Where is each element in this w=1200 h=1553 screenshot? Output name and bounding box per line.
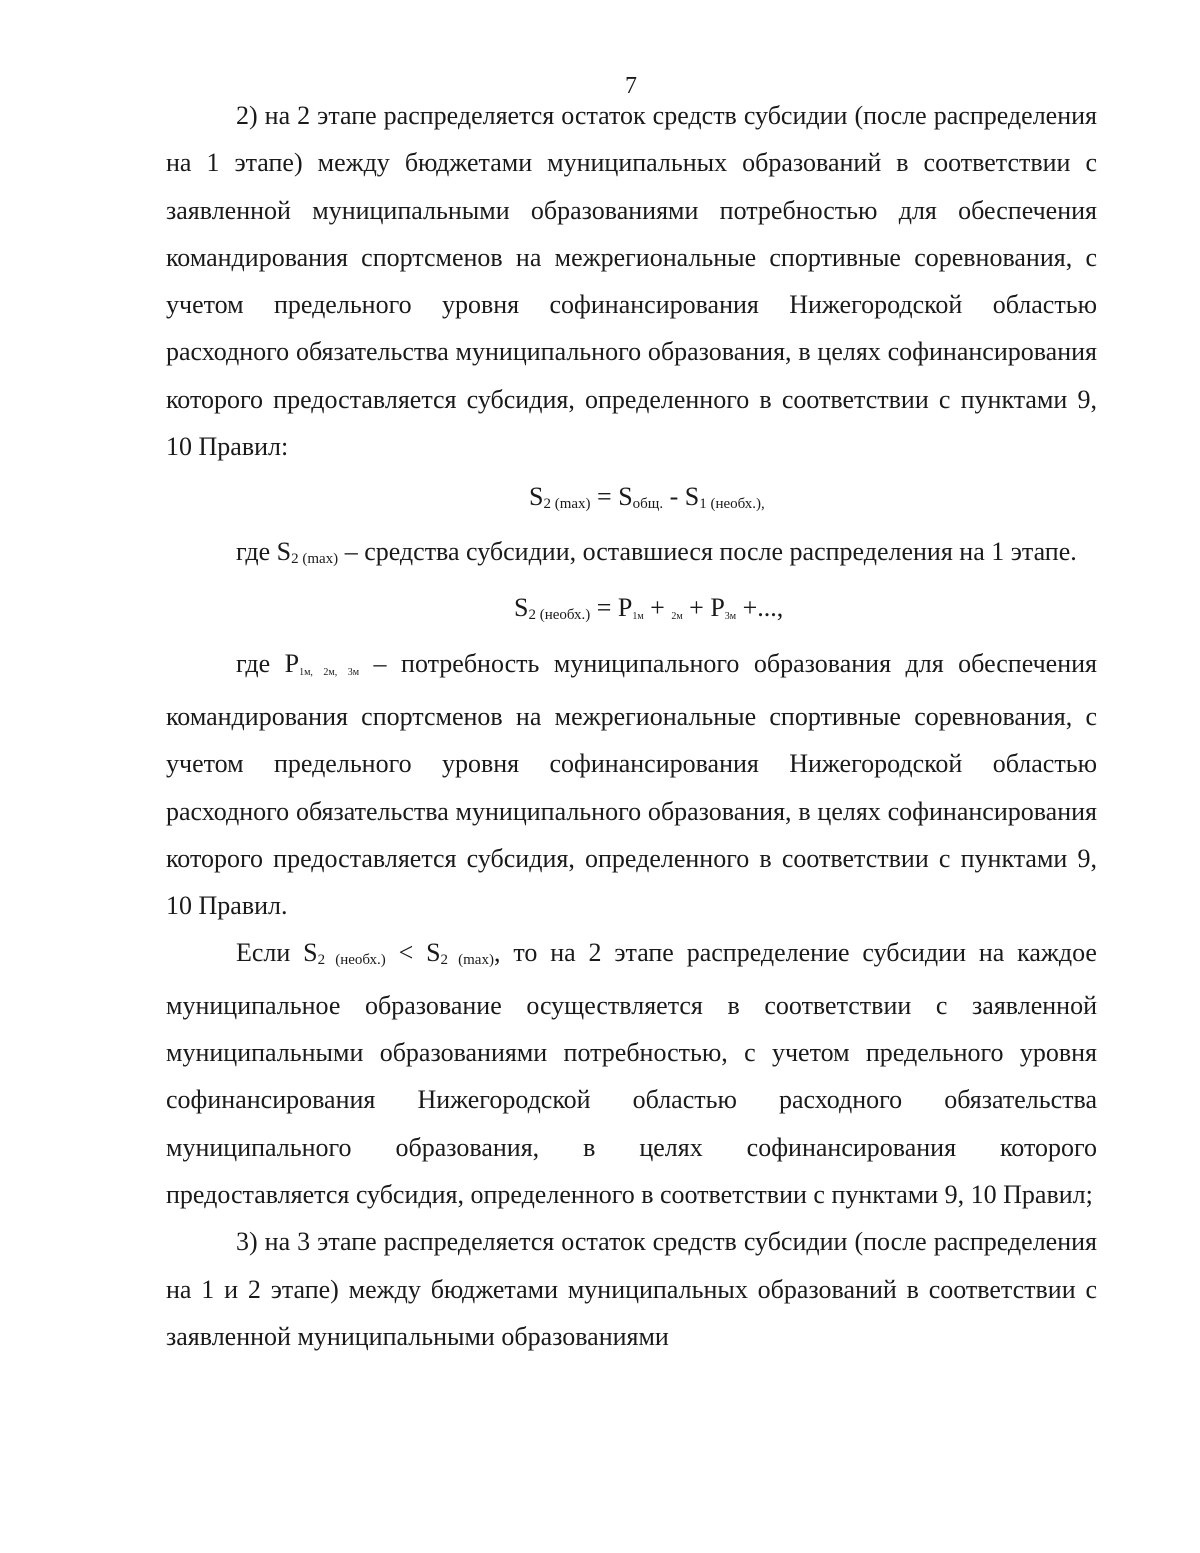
paragraph-p-definition: где P1м, 2м, 3м – потребность муниципального образования для обеспечения командирования спортсменов на межрегиональные спортивные соревнования, с учетом предельного уровня софинансирования Нижегородской областью расходного обязательства муниципального образования, в целях софинансирования которого предоставляется субсидия, определенного в соответствии с пунктами 9, 10 Правил. <box>166 648 1098 921</box>
paragraph-condition: Если S2 (необх.) < S2 (max), то на 2 этапе распределение субсидии на каждое муниципальное образование осуществляется в соответствии с заявленной муниципальными образованиями потребностью, с учетом предельного уровня софинансирования Нижегородской областью расходного обязательства муниципального образования, в целях софинансирования которого предоставляется субсидия, определенного в соответствии с пунктами 9, 10 Правил; <box>166 938 1097 1209</box>
formula-s2-max: S2 (max) = Sобщ. - S1 (необх.), <box>529 482 765 513</box>
paragraph-s2-max-definition: где S2 (max) – средства субсидии, оставшиеся после распределения на 1 этапе. <box>236 537 1077 568</box>
formula-s2-needed: S2 (необх.) = P1м + 2м + P3м +..., <box>514 592 784 623</box>
page-number: 7 <box>625 73 637 99</box>
paragraph-stage-3: 3) на 3 этапе распределяется остаток средств субсидии (после распределения на 1 и 2 этапе) между бюджетами муниципальных образований в соответствии с заявленной муниципальными образованиями <box>166 1227 1097 1351</box>
paragraph-stage-2: 2) на 2 этапе распределяется остаток средств субсидии (после распределения на 1 этапе) между бюджетами муниципальных образований в соответствии с заявленной муниципальными образованиями потребностью для обеспечения командирования спортсменов на межрегиональные спортивные соревнования, с учетом предельного уровня софинансирования Нижегородской областью расходного обязательства муниципального образования, в целях софинансирования которого предоставляется субсидия, определенного в соответствии с пунктами 9, 10 Правил: <box>166 101 1097 462</box>
document-body <box>166 92 1097 1360</box>
